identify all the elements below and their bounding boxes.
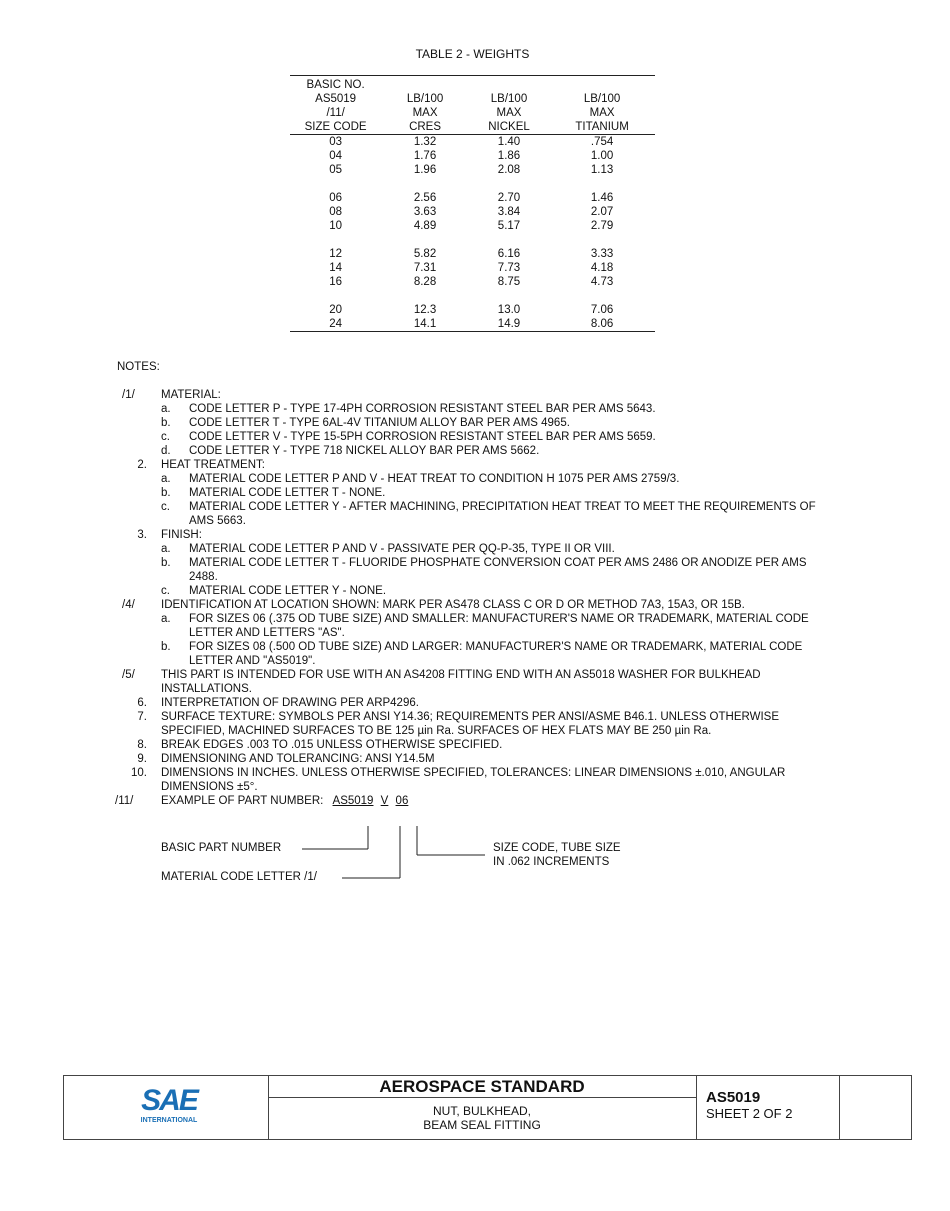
header-size-code: BASIC NO. AS5019 /11/ SIZE CODE: [290, 76, 381, 135]
table-row: [290, 163, 655, 177]
table-cell: 8.28: [413, 276, 437, 288]
note-item: [117, 388, 837, 458]
table-cell: 03: [329, 136, 343, 148]
note-subitem: [161, 430, 837, 444]
callout-size: SIZE CODE, TUBE SIZE IN .062 INCREMENTS: [493, 842, 621, 868]
part-description: NUT, BULKHEAD, BEAM SEAL FITTING: [423, 1104, 541, 1132]
subitem-text: MATERIAL CODE LETTER P AND V - PASSIVATE PER QQ-P-35, TYPE II OR VIII.: [189, 543, 615, 555]
notes-list: [117, 388, 837, 794]
callout-material: MATERIAL CODE LETTER /1/: [161, 871, 317, 883]
subitem-letter: b.: [161, 641, 171, 653]
note-text: IDENTIFICATION AT LOCATION SHOWN: MARK PER AS478 CLASS C OR D OR METHOD 7A3, 15A3, OR 15B.: [161, 599, 745, 611]
table-cell: 2.08: [497, 164, 521, 176]
table-row: [290, 261, 655, 275]
subitem-letter: d.: [161, 445, 171, 457]
example-size: 06: [395, 795, 409, 807]
note-text: INTERPRETATION OF DRAWING PER ARP4296.: [161, 697, 419, 709]
table-cell: 13.0: [497, 304, 521, 316]
doc-number: AS5019: [706, 1089, 761, 1106]
standard-title: AEROSPACE STANDARD: [268, 1076, 696, 1098]
subitem-letter: c.: [161, 501, 170, 513]
table-cell: 05: [329, 164, 343, 176]
table-cell: 3.33: [590, 248, 614, 260]
table-cell: 14.1: [413, 318, 437, 330]
note-number: /11/: [115, 795, 134, 807]
note-item: [117, 696, 837, 710]
table-cell: 2.70: [497, 192, 521, 204]
subitem-letter: a.: [161, 473, 171, 485]
note-subitem: [161, 640, 837, 668]
subitem-text: MATERIAL CODE LETTER T - NONE.: [189, 487, 386, 499]
table-cell: 16: [329, 276, 343, 288]
table-body: [290, 135, 655, 332]
table-spacer-row: [290, 289, 655, 303]
table-cell: 20: [329, 304, 343, 316]
table-row: [290, 247, 655, 261]
notes-section: [117, 360, 837, 808]
table-row: [290, 205, 655, 219]
subitem-text: CODE LETTER V - TYPE 15-5PH CORROSION RESISTANT STEEL BAR PER AMS 5659.: [189, 431, 656, 443]
table-cell: 7.06: [590, 304, 614, 316]
note-text: MATERIAL:: [161, 389, 221, 401]
table-cell: .754: [590, 136, 614, 148]
note-item: [117, 710, 837, 738]
table-cell: 24: [329, 318, 343, 330]
header-titanium: LB/100 MAX TITANIUM: [549, 76, 655, 135]
note-number: 10.: [131, 767, 147, 779]
table-cell: 8.75: [497, 276, 521, 288]
table-cell: 04: [329, 150, 343, 162]
note-item: [117, 598, 837, 668]
note-item: [117, 752, 837, 766]
table-cell: 4.18: [590, 262, 614, 274]
table-cell: 1.46: [590, 192, 614, 204]
weights-table: [290, 75, 655, 332]
subitem-letter: a.: [161, 403, 171, 415]
logo-cell: [64, 1076, 269, 1139]
note-subitem: [161, 472, 837, 486]
table-cell: 4.73: [590, 276, 614, 288]
note-number: 6.: [137, 697, 147, 709]
table-cell: 14.9: [497, 318, 521, 330]
note-number: /5/: [122, 669, 135, 681]
sae-logo: SAE INTERNATIONAL: [140, 1084, 198, 1124]
note-number: 7.: [137, 711, 147, 723]
example-label: EXAMPLE OF PART NUMBER:: [161, 795, 324, 807]
table-cell: 2.07: [590, 206, 614, 218]
note-number: /4/: [122, 599, 135, 611]
table-cell: 6.16: [497, 248, 521, 260]
table-cell: 3.84: [497, 206, 521, 218]
note-number: 9.: [137, 753, 147, 765]
note-number: 2.: [137, 459, 147, 471]
subitem-text: MATERIAL CODE LETTER P AND V - HEAT TREAT TO CONDITION H 1075 PER AMS 2759/3.: [189, 473, 680, 485]
table-header-row: [290, 76, 655, 135]
table-row: [290, 149, 655, 163]
subitem-letter: b.: [161, 417, 171, 429]
table-row: [290, 135, 655, 150]
note-item: [117, 766, 837, 794]
subitem-text: MATERIAL CODE LETTER Y - NONE.: [189, 585, 387, 597]
note-text: THIS PART IS INTENDED FOR USE WITH AN AS4208 FITTING END WITH AN AS5018 WASHER FOR BULKHEAD INSTALLATIONS.: [161, 669, 761, 695]
table-cell: 12.3: [413, 304, 437, 316]
table-row: [290, 317, 655, 332]
note-number: 8.: [137, 739, 147, 751]
table-cell: 10: [329, 220, 343, 232]
subitem-text: MATERIAL CODE LETTER Y - AFTER MACHINING, PRECIPITATION HEAT TREAT TO MEET THE REQUIREMENTS OF AMS 5663.: [189, 501, 816, 527]
subitem-letter: b.: [161, 557, 171, 569]
note-text: FINISH:: [161, 529, 202, 541]
subitem-letter: b.: [161, 487, 171, 499]
table-cell: 5.82: [413, 248, 437, 260]
title-block: [63, 1075, 912, 1140]
table-spacer-row: [290, 233, 655, 247]
note-subitem: [161, 556, 837, 584]
subitem-text: CODE LETTER Y - TYPE 718 NICKEL ALLOY BAR PER AMS 5662.: [189, 445, 540, 457]
note-text: DIMENSIONS IN INCHES. UNLESS OTHERWISE SPECIFIED, TOLERANCES: LINEAR DIMENSIONS ±.010, ANGULAR DIMENSIONS ±5°.: [161, 767, 786, 793]
note-subitem: [161, 402, 837, 416]
table-cell: 08: [329, 206, 343, 218]
title-cell: [268, 1076, 697, 1139]
table-spacer-row: [290, 177, 655, 191]
note-subitem: [161, 542, 837, 556]
note-item: [117, 738, 837, 752]
note-subitem: [161, 612, 837, 640]
table-row: [290, 303, 655, 317]
note-subitem: [161, 500, 837, 528]
note-subitem: [161, 486, 837, 500]
table-cell: 1.86: [497, 150, 521, 162]
table-cell: 1.40: [497, 136, 521, 148]
subitem-letter: c.: [161, 585, 170, 597]
table-cell: 2.56: [413, 192, 437, 204]
note-item: [117, 668, 837, 696]
header-cres: LB/100 MAX CRES: [381, 76, 469, 135]
table-cell: 4.89: [413, 220, 437, 232]
note-text: [161, 794, 837, 808]
subitem-text: MATERIAL CODE LETTER T - FLUORIDE PHOSPHATE CONVERSION COAT PER AMS 2486 OR ANODIZE PER AMS 2488.: [189, 557, 807, 583]
table-row: [290, 219, 655, 233]
note-number: /1/: [122, 389, 135, 401]
note-subitem: [161, 584, 837, 598]
table-cell: 06: [329, 192, 343, 204]
callout-basic: BASIC PART NUMBER: [161, 842, 282, 854]
sheet-number: SHEET 2 OF 2: [706, 1106, 793, 1121]
note-number: 3.: [137, 529, 147, 541]
table-cell: 14: [329, 262, 343, 274]
table-cell: 7.73: [497, 262, 521, 274]
note-text: DIMENSIONING AND TOLERANCING: ANSI Y14.5M: [161, 753, 435, 765]
table-cell: 3.63: [413, 206, 437, 218]
note-text: SURFACE TEXTURE: SYMBOLS PER ANSI Y14.36; REQUIREMENTS PER ANSI/ASME B46.1. UNLESS OTHERWISE SPECIFIED, MACHINED SURFACES TO BE 125 µin Ra. SURFACES OF HEX FLATS MAY BE 250 µin Ra.: [161, 711, 779, 737]
table-cell: 2.79: [590, 220, 614, 232]
header-nickel: LB/100 MAX NICKEL: [469, 76, 549, 135]
example-basic: AS5019: [332, 795, 374, 807]
table-cell: 12: [329, 248, 343, 260]
table-cell: 1.76: [413, 150, 437, 162]
example-material: V: [380, 795, 389, 807]
part-number-callout-lines: [290, 826, 490, 886]
table-cell: 8.06: [590, 318, 614, 330]
table-cell: 1.00: [590, 150, 614, 162]
subitem-letter: a.: [161, 613, 171, 625]
note-item: [117, 528, 837, 598]
doc-cell: [696, 1076, 840, 1139]
table-title: TABLE 2 - WEIGHTS: [415, 47, 530, 61]
subitem-letter: a.: [161, 543, 171, 555]
note-text: BREAK EDGES .003 TO .015 UNLESS OTHERWISE SPECIFIED.: [161, 739, 503, 751]
note-example: [117, 794, 837, 808]
subitem-text: FOR SIZES 08 (.500 OD TUBE SIZE) AND LARGER: MANUFACTURER'S NAME OR TRADEMARK, MATERIAL CODE LETTER AND "AS5019".: [189, 641, 803, 667]
subitem-text: FOR SIZES 06 (.375 OD TUBE SIZE) AND SMALLER: MANUFACTURER'S NAME OR TRADEMARK, MATERIAL CODE LETTER AND LETTERS "AS".: [189, 613, 809, 639]
note-item: [117, 458, 837, 528]
table-row: [290, 191, 655, 205]
note-text: HEAT TREATMENT:: [161, 459, 265, 471]
table-cell: 1.32: [413, 136, 437, 148]
table-cell: 1.13: [590, 164, 614, 176]
table-cell: 5.17: [497, 220, 521, 232]
subitem-text: CODE LETTER P - TYPE 17-4PH CORROSION RESISTANT STEEL BAR PER AMS 5643.: [189, 403, 656, 415]
subitem-text: CODE LETTER T - TYPE 6AL-4V TITANIUM ALLOY BAR PER AMS 4965.: [189, 417, 570, 429]
table-cell: 1.96: [413, 164, 437, 176]
table-cell: 7.31: [413, 262, 437, 274]
table-row: [290, 275, 655, 289]
note-subitem: [161, 444, 837, 458]
note-subitem: [161, 416, 837, 430]
notes-heading: NOTES:: [117, 361, 160, 373]
subitem-letter: c.: [161, 431, 170, 443]
